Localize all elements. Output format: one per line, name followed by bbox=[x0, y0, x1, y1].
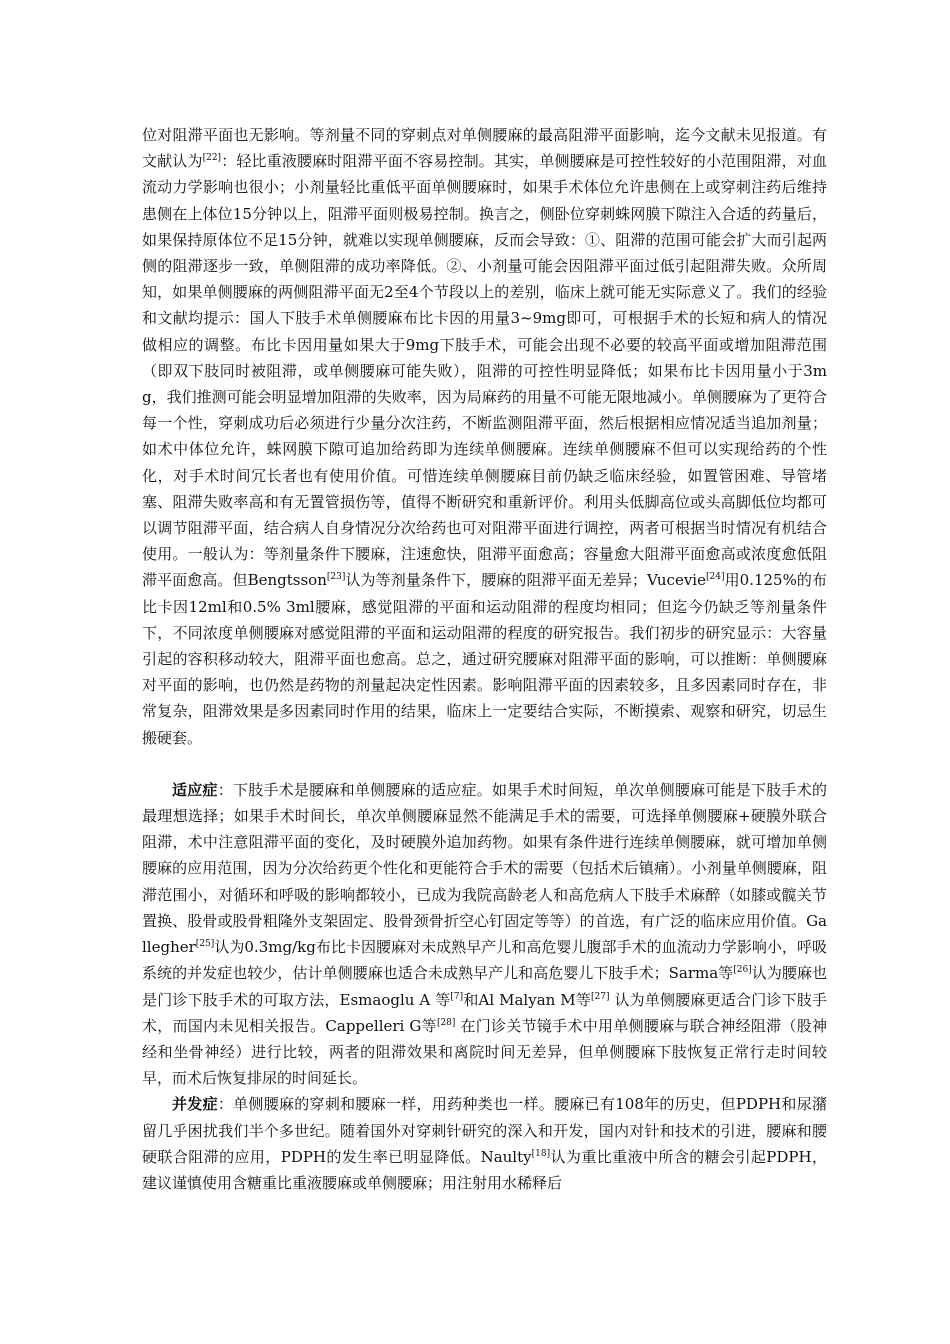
text-run: 和Al Malyan M等 bbox=[463, 990, 592, 1009]
text-run: 认为腰麻也是门诊下肢手术的可取方法，Esmaoglu A 等 bbox=[142, 964, 827, 1009]
citation: [22] bbox=[202, 153, 222, 164]
citation: [26] bbox=[733, 965, 752, 976]
text-run: 认为重比重液中所含的糖会引起PDPH，建议谨慎使用含糖重比重液腰麻或单侧腰麻；用注射用水稀释后 bbox=[142, 1147, 828, 1192]
citation: [23] bbox=[326, 572, 346, 583]
text-run: 认为0.3mg/kg布比卡因腰麻对未成熟早产儿和高危婴儿腹部手术的血流动力学影响小，呼吸系统的并发症也较少，估计单侧腰麻也适合未成熟早产儿和高危婴儿下肢手术；Sarma等 bbox=[142, 938, 827, 983]
paragraph-complications bbox=[142, 1091, 827, 1196]
paragraph-indications bbox=[142, 777, 827, 1091]
text-run: 认为等剂量条件下，腰麻的阻滞平面无差异；Vucevie bbox=[345, 571, 706, 590]
text-run: 在门诊关节镜手术中用单侧腰麻与联合神经阻滞（股神经和坐骨神经）进行比较，两者的阻滞效果和离院时间无差异，但单侧腰麻下肢恢复正常行走时间较早，而术后恢复排尿的时间延长。 bbox=[142, 1016, 827, 1088]
document-page bbox=[142, 122, 827, 1196]
citation: [7] bbox=[450, 991, 464, 1002]
citation: [27] bbox=[591, 991, 610, 1002]
text-run: 位对阻滞平面也无影响。等剂量不同的穿刺点对单侧腰麻的最高阻滞平面影响，迄今文献未见报道。有文献认为 bbox=[142, 126, 827, 171]
citation: [25] bbox=[195, 939, 215, 950]
citation: [24] bbox=[706, 572, 725, 583]
text-run: 用0.125%的布比卡因12ml和0.5% 3ml腰麻，感觉阻滞的平面和运动阻滞的程度均相同；但迄今仍缺乏等剂量条件下，不同浓度单侧腰麻对感觉阻滞的平面和运动阻滞的程度的研究报告。我们初步的研究显示：大容量引起的容积移动较大，阻滞平面也愈高。总之，通过研究腰麻对阻滞平面的影响，可以推断：单侧腰麻对平面的影响，也仍然是药物的剂量起决定性因素。影响阻滞平面的因素较多，且多因素同时存在，非常复杂，阻滞效果是多因素同时作用的结果，临床上一定要结合实际，不断摸索、观察和研究，切忌生搬硬套。 bbox=[142, 571, 828, 747]
paragraph-block-level bbox=[142, 122, 827, 751]
citation: [18] bbox=[531, 1148, 551, 1159]
text-run: ：下肢手术是腰麻和单侧腰麻的适应症。如果手术时间短，单次单侧腰麻可能是下肢手术的最理想选择；如果手术时间长，单次单侧腰麻显然不能满足手术的需要，可选择单侧腰麻+硬膜外联合阻滞，术中注意阻滞平面的变化，及时硬膜外追加药物。如果有条件进行连续单侧腰麻，就可增加单侧腰麻的应用范围，因为分次给药更个性化和更能符合手术的需要（包括术后镇痛）。小剂量单侧腰麻，阻滞范围小，对循环和呼吸的影响都较小，已成为我院高龄老人和高危病人下肢手术麻醉（如膝或髋关节置换、股骨或股骨粗隆外支架固定、股骨颈骨折空心钉固定等等）的首选，有广泛的临床应用价值。Gallegher bbox=[142, 780, 827, 957]
section-term: 适应症 bbox=[172, 780, 218, 799]
text-run: ：轻比重液腰麻时阻滞平面不容易控制。其实，单侧腰麻是可控性较好的小范围阻滞，对血流动力学影响也很小；小剂量轻比重低平面单侧腰麻时，如果手术体位允许患侧在上或穿刺注药后维持患侧在上体位15分钟以上，阻滞平面则极易控制。换言之，侧卧位穿刺蛛网膜下隙注入合适的药量后，如果保持原体位不足15分钟，就难以实现单侧腰麻，反而会导致：①、阻滞的范围可能会扩大而引起两侧的阻滞逐步一致，单侧阻滞的成功率降低。②、小剂量可能会因阻滞平面过低引起阻滞失败。众所周知，如果单侧腰麻的两侧阻滞平面无2至4个节段以上的差别，临床上就可能无实际意义了。我们的经验和文献均提示：国人下肢手术单侧腰麻布比卡因的用量3~9mg即可，可根据手术的长短和病人的情况做相应的调整。布比卡因用量如果大于9mg下肢手术，可能会出现不必要的较高平面或增加阻滞范围（即双下肢同时被阻滞，或单侧腰麻可能失败），阻滞的可控性明显降低；如果布比卡因用量小于3mg，我们推测可能会明显增加阻滞的失败率，因为局麻药的用量不可能无限地减小。单侧腰麻为了更符合每一个性，穿刺成功后必须进行少量分次注药，不断监测阻滞平面，然后根据相应情况适当追加剂量；如术中体位允许，蛛网膜下隙可追加给药即为连续单侧腰麻。连续单侧腰麻不但可以实现给药的个性化，对手术时间冗长者也有使用价值。可惜连续单侧腰麻目前仍缺乏临床经验，如置管困难、导管堵塞、阻滞失败率高和有无置管损伤等，值得不断研究和重新评价。利用头低脚高位或头高脚低位均都可以调节阻滞平面，结合病人自身情况分次给药也可对阻滞平面进行调控，两者可根据当时情况有机结合使用。一般认为：等剂量条件下腰麻，注速愈快，阻滞平面愈高；容量愈大阻滞平面愈高或浓度愈低阻滞平面愈高。但Bengtsson bbox=[142, 152, 827, 590]
text-run: 认为单侧腰麻更适合门诊下肢手术，而国内未见相关报告。Cappelleri G等 bbox=[142, 990, 827, 1035]
citation: [28] bbox=[436, 1017, 456, 1028]
section-term: 并发症 bbox=[172, 1095, 218, 1114]
text-run: ：单侧腰麻的穿刺和腰麻一样，用药种类也一样。腰麻已有108年的历史，但PDPH和尿潴留几乎困扰我们半个多世纪。随着国外对穿刺针研究的深入和开发，国内对针和技术的引进，腰麻和腰硬联合阻滞的应用，PDPH的发生率已明显降低。Naulty bbox=[142, 1095, 827, 1166]
